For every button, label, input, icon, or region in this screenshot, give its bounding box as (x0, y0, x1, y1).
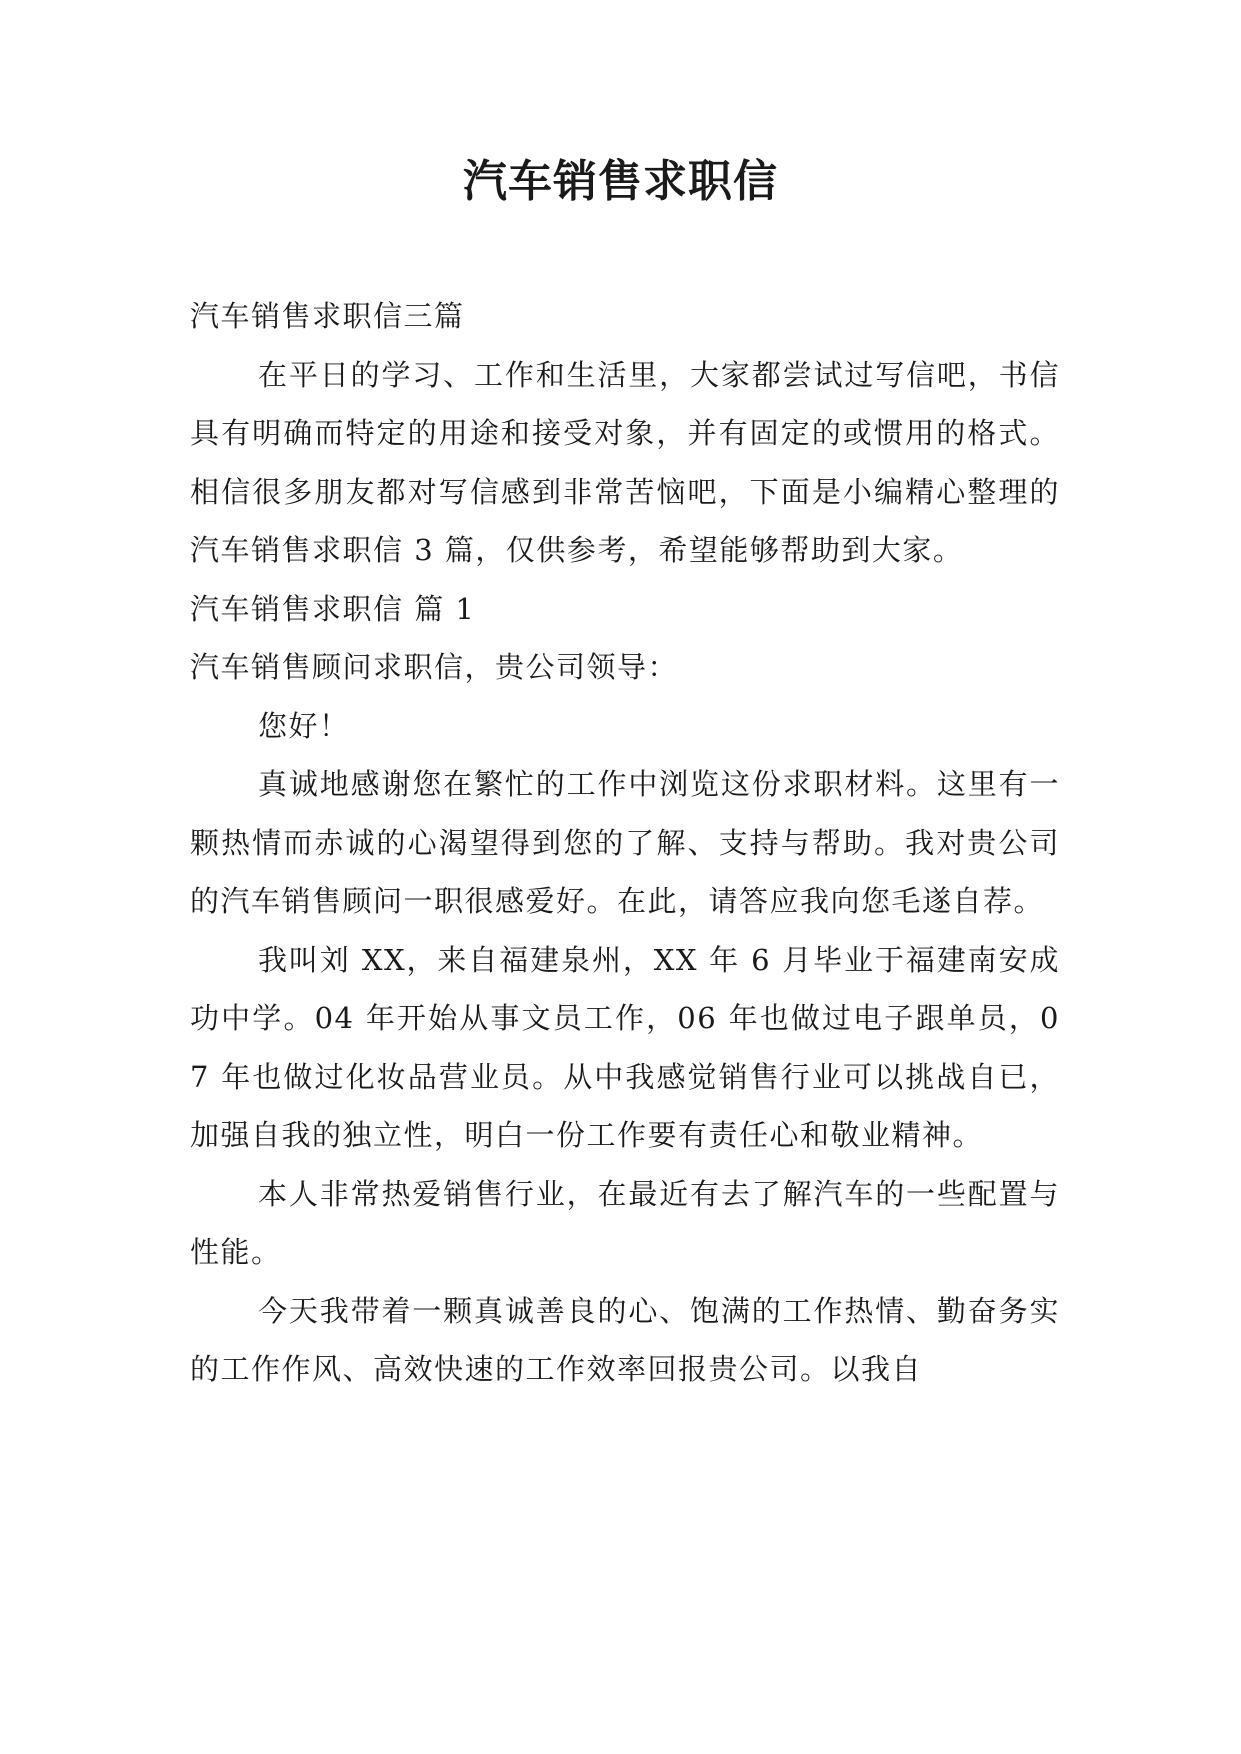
paragraph-commitment: 今天我带着一颗真诚善良的心、饱满的工作热情、勤奋务实的工作作风、高效快速的工作效率回报贵公司。以我自 (190, 1293, 1060, 1386)
paragraph-background: 我叫刘 XX，来自福建泉州，XX 年 6 月毕业于福建南安成功中学。04 年开始从事文员工作，06 年也做过电子跟单员，07 年也做过化妆品营业员。从中我感觉销售行业可以挑战自已，加强自我的独立性，明白一份工作要有责任心和敬业精神。 (190, 942, 1060, 1152)
paragraph-thanks: 真诚地感谢您在繁忙的工作中浏览这份求职材料。这里有一颗热情而赤诚的心渴望得到您的了解、支持与帮助。我对贵公司的汽车销售顾问一职很感爱好。在此，请答应我向您毛遂自荐。 (190, 767, 1060, 918)
paragraph-subtitle: 汽车销售求职信三篇 (190, 299, 465, 333)
paragraph-salutation: 汽车销售顾问求职信，贵公司领导： (190, 650, 679, 684)
document-title: 汽车销售求职信 (463, 156, 778, 207)
document-body (190, 287, 1060, 1399)
paragraph-section-heading: 汽车销售求职信 篇 1 (190, 591, 476, 626)
paragraph-passion: 本人非常热爱销售行业，在最近有去了解汽车的一些配置与性能。 (190, 1176, 1060, 1269)
paragraph-greeting: 您好！ (258, 708, 350, 743)
paragraph-intro: 在平日的学习、工作和生活里，大家都尝试过写信吧，书信具有明确而特定的用途和接受对象，并有固定的或惯用的格式。相信很多朋友都对写信感到非常苦恼吧，下面是小编精心整理的汽车销售求职信 3 篇，仅供参考，希望能够帮助到大家。 (190, 357, 1060, 567)
